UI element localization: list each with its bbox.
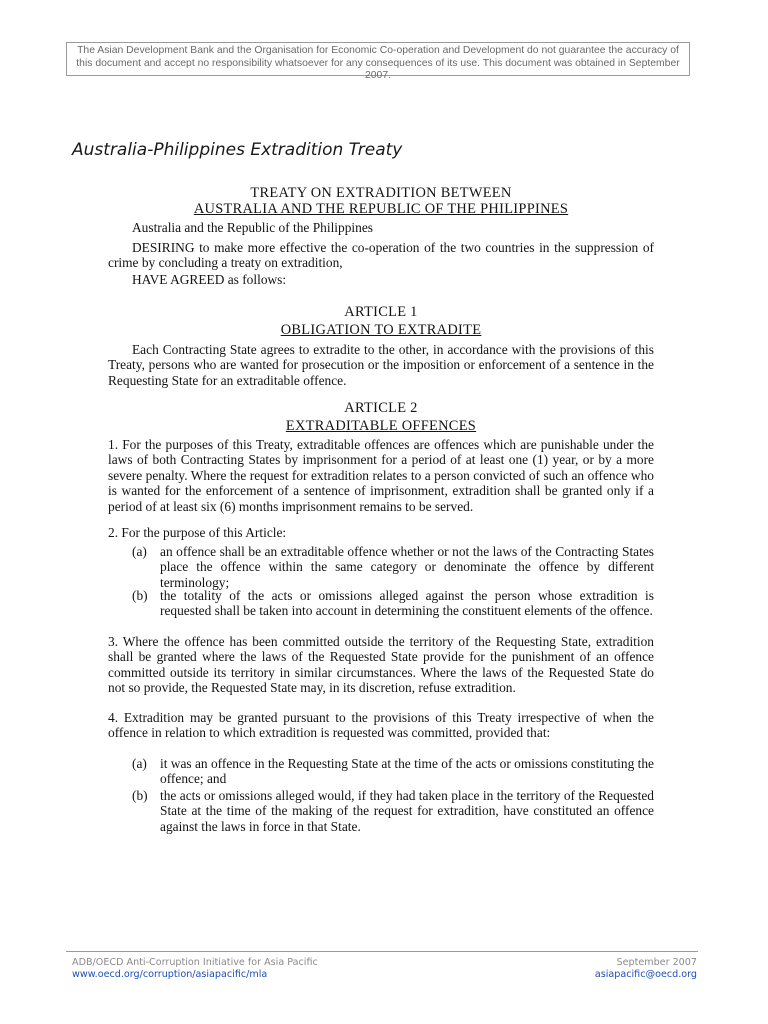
article-2-item-4b: the acts or omissions alleged would, if they had taken place in the territory of the Requested State at the time of the making of the request for extradition, have constituted an offence against the laws in force in that State.	[160, 788, 654, 834]
treaty-parties: Australia and the Republic of the Philippines	[132, 220, 373, 235]
treaty-heading-line-1: TREATY ON EXTRADITION BETWEEN	[250, 185, 512, 201]
article-2-number: ARTICLE 2	[344, 400, 418, 416]
article-2-item-2a: an offence shall be an extraditable offence whether or not the laws of the Contracting States place the offence within the same category or denominate the offence by different terminology;	[160, 544, 654, 590]
footer-url-link[interactable]: www.oecd.org/corruption/asiapacific/mla	[72, 969, 268, 980]
disclaimer-box: The Asian Development Bank and the Organisation for Economic Co-operation and Development do not guarantee the accuracy of this document and accept no responsibility whatsoever for any consequences of its use. This document was obtained in September 2007.	[66, 42, 690, 76]
treaty-agreed: HAVE AGREED as follows:	[132, 272, 287, 287]
treaty-preamble: DESIRING to make more effective the co-operation of the two countries in the suppression of crime by concluding a treaty on extradition,	[108, 240, 654, 271]
document-title: Australia-Philippines Extradition Treaty	[72, 140, 403, 160]
article-2-paragraph-3: 3. Where the offence has been committed outside the territory of the Requesting State, extradition shall be granted where the laws of the Requested State provide for the punishment of an offence committed outside its territory in similar circumstances. Where the laws of the Requested State do not so provide, the Requested State may, in its discretion, refuse extradition.	[108, 634, 654, 696]
item-label-2a: (a)	[132, 544, 147, 559]
item-label-4b: (b)	[132, 788, 148, 803]
footer-email-link[interactable]: asiapacific@oecd.org	[594, 969, 697, 980]
article-2-item-2b: the totality of the acts or omissions alleged against the person whose extradition is requested shall be taken into account in determining the constituent elements of the offence.	[160, 588, 654, 619]
article-2-heading: EXTRADITABLE OFFENCES	[285, 418, 477, 434]
article-1-number: ARTICLE 1	[344, 304, 418, 320]
footer-divider	[66, 951, 698, 952]
footer-date: September 2007	[616, 957, 697, 968]
item-label-2b: (b)	[132, 588, 148, 603]
treaty-heading-line-2: AUSTRALIA AND THE REPUBLIC OF THE PHILIPPINES	[193, 201, 569, 217]
item-label-4a: (a)	[132, 756, 147, 771]
article-2-item-4a: it was an offence in the Requesting State at the time of the acts or omissions constituting the offence; and	[160, 756, 654, 787]
article-1-text: Each Contracting State agrees to extradite to the other, in accordance with the provisions of this Treaty, persons who are wanted for prosecution or the imposition or enforcement of a sentence in the Requesting State for an extraditable offence.	[108, 342, 654, 388]
article-2-paragraph-4: 4. Extradition may be granted pursuant to the provisions of this Treaty irrespective of when the offence in relation to which extradition is requested was committed, provided that:	[108, 710, 654, 741]
article-1-heading: OBLIGATION TO EXTRADITE	[280, 322, 482, 338]
footer-organization: ADB/OECD Anti-Corruption Initiative for Asia Pacific	[72, 957, 318, 968]
article-2-paragraph-2: 2. For the purpose of this Article:	[108, 525, 287, 540]
article-2-paragraph-1: 1. For the purposes of this Treaty, extraditable offences are offences which are punishable under the laws of both Contracting States by imprisonment for a period of at least one (1) year, or by a more severe penalty. Where the request for extradition relates to a person convicted of such an offence who is wanted for the enforcement of a sentence of imprisonment, extradition shall be granted only if a period of at least six (6) months imprisonment remains to be served.	[108, 437, 654, 514]
